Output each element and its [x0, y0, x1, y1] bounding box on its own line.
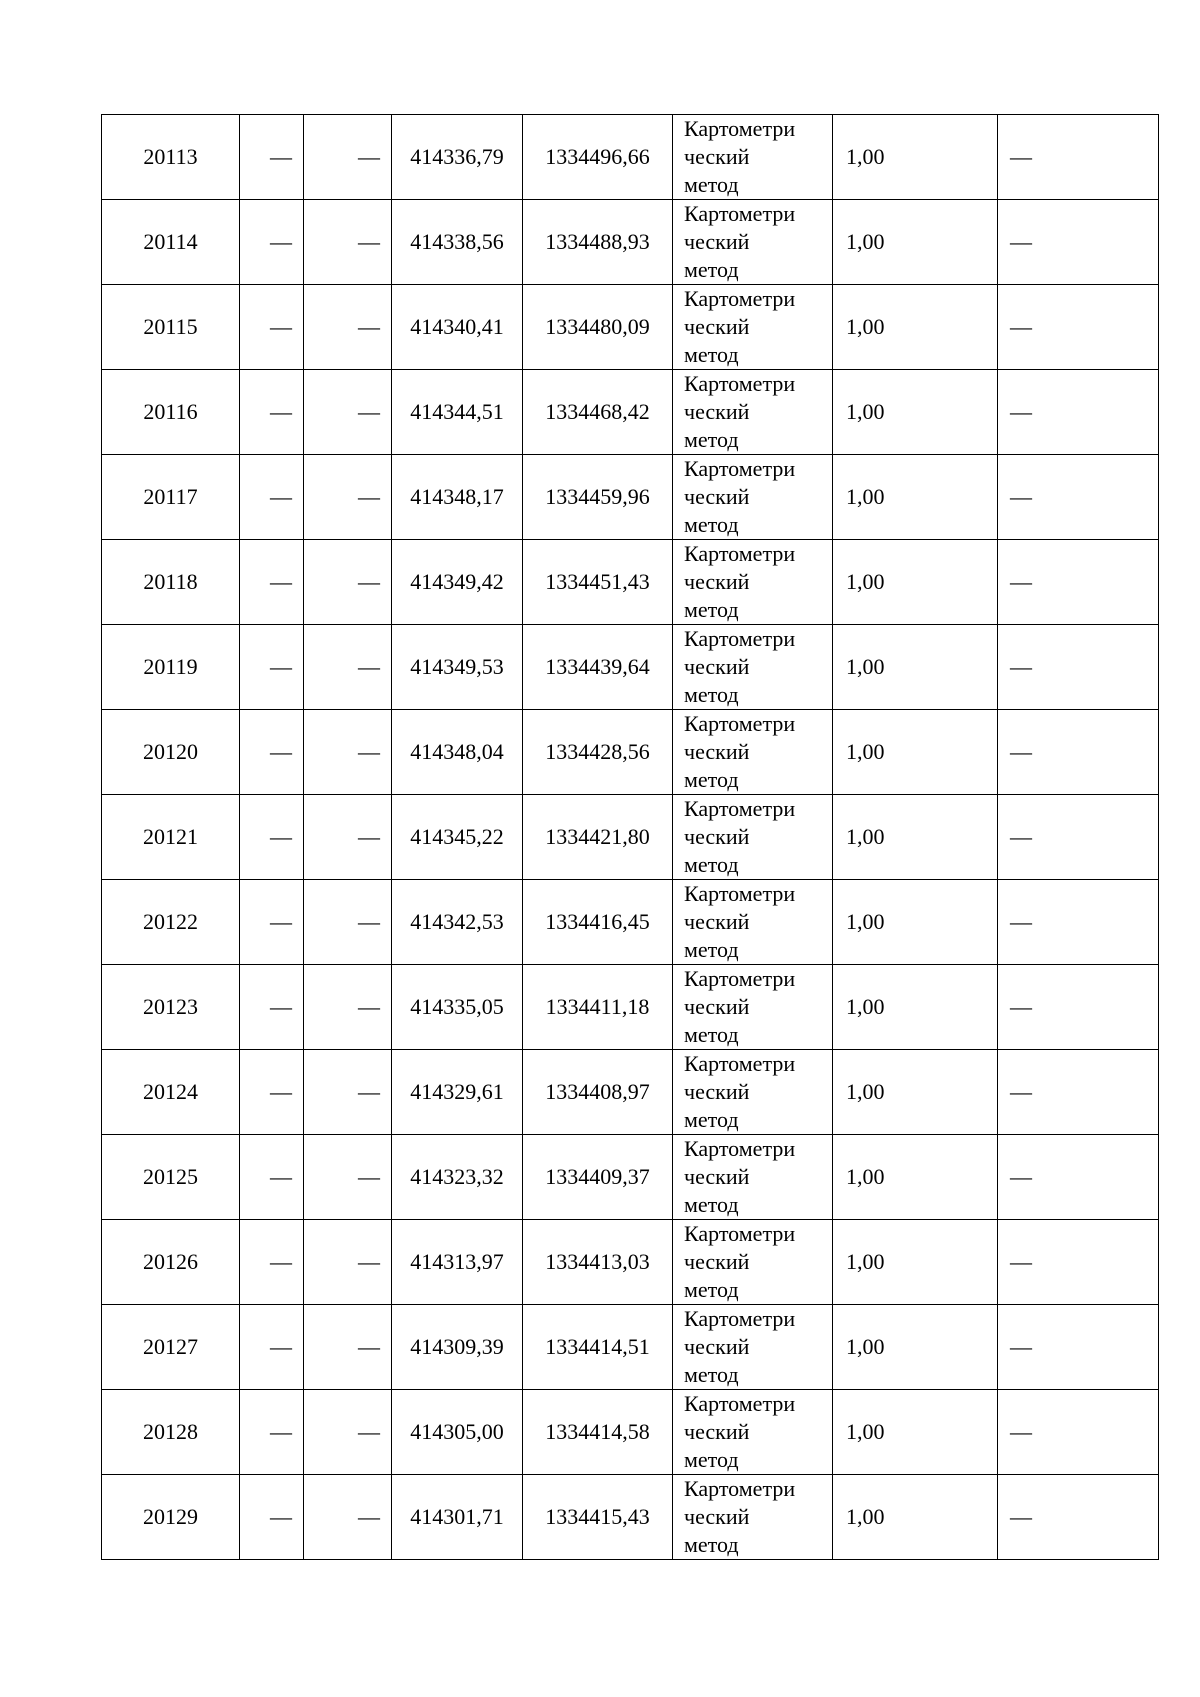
method-cell	[673, 1475, 833, 1560]
method-line: ческий	[684, 569, 750, 594]
x-coordinate-cell: 414313,97	[392, 1220, 523, 1305]
empty-value-cell: —	[304, 1135, 392, 1220]
method-line: Картометри	[684, 881, 796, 906]
empty-value-cell: —	[998, 370, 1159, 455]
method-line: метод	[684, 172, 739, 197]
method-line: метод	[684, 937, 739, 962]
method-line: метод	[684, 427, 739, 452]
accuracy-cell: 1,00	[833, 370, 998, 455]
empty-value-cell: —	[998, 115, 1159, 200]
method-cell	[673, 1050, 833, 1135]
method-line: Картометри	[684, 286, 796, 311]
method-cell	[673, 540, 833, 625]
y-coordinate-cell: 1334414,51	[523, 1305, 673, 1390]
method-line: метод	[684, 342, 739, 367]
empty-value-cell: —	[998, 455, 1159, 540]
table-row	[102, 370, 1159, 455]
point-number-cell: 20127	[102, 1305, 240, 1390]
accuracy-cell: 1,00	[833, 965, 998, 1050]
empty-value-cell: —	[240, 795, 304, 880]
method-cell	[673, 965, 833, 1050]
empty-value-cell: —	[998, 1220, 1159, 1305]
table-row	[102, 1135, 1159, 1220]
empty-value-cell: —	[304, 370, 392, 455]
empty-value-cell: —	[240, 115, 304, 200]
y-coordinate-cell: 1334411,18	[523, 965, 673, 1050]
method-cell	[673, 115, 833, 200]
empty-value-cell: —	[304, 1475, 392, 1560]
method-cell	[673, 880, 833, 965]
method-line: ческий	[684, 1249, 750, 1274]
empty-value-cell: —	[998, 795, 1159, 880]
y-coordinate-cell: 1334451,43	[523, 540, 673, 625]
empty-value-cell: —	[304, 625, 392, 710]
empty-value-cell: —	[998, 710, 1159, 795]
empty-value-cell: —	[998, 1475, 1159, 1560]
y-coordinate-cell: 1334414,58	[523, 1390, 673, 1475]
empty-value-cell: —	[998, 1305, 1159, 1390]
method-cell	[673, 795, 833, 880]
method-cell	[673, 1390, 833, 1475]
accuracy-cell: 1,00	[833, 1305, 998, 1390]
empty-value-cell: —	[304, 880, 392, 965]
method-line: ческий	[684, 314, 750, 339]
empty-value-cell: —	[304, 795, 392, 880]
method-line: Картометри	[684, 1051, 796, 1076]
table-row	[102, 1390, 1159, 1475]
x-coordinate-cell: 414340,41	[392, 285, 523, 370]
empty-value-cell: —	[998, 285, 1159, 370]
empty-value-cell: —	[998, 880, 1159, 965]
table-row	[102, 285, 1159, 370]
method-cell	[673, 1220, 833, 1305]
method-line: Картометри	[684, 371, 796, 396]
table-row	[102, 710, 1159, 795]
x-coordinate-cell: 414335,05	[392, 965, 523, 1050]
method-line: ческий	[684, 1334, 750, 1359]
empty-value-cell: —	[998, 200, 1159, 285]
point-number-cell: 20118	[102, 540, 240, 625]
y-coordinate-cell: 1334421,80	[523, 795, 673, 880]
accuracy-cell: 1,00	[833, 540, 998, 625]
x-coordinate-cell: 414345,22	[392, 795, 523, 880]
method-cell	[673, 710, 833, 795]
method-line: Картометри	[684, 966, 796, 991]
x-coordinate-cell: 414349,42	[392, 540, 523, 625]
method-line: ческий	[684, 1419, 750, 1444]
accuracy-cell: 1,00	[833, 1050, 998, 1135]
empty-value-cell: —	[998, 965, 1159, 1050]
empty-value-cell: —	[240, 880, 304, 965]
method-line: Картометри	[684, 1306, 796, 1331]
method-line: ческий	[684, 654, 750, 679]
x-coordinate-cell: 414301,71	[392, 1475, 523, 1560]
x-coordinate-cell: 414309,39	[392, 1305, 523, 1390]
method-line: метод	[684, 1192, 739, 1217]
empty-value-cell: —	[304, 1305, 392, 1390]
method-line: Картометри	[684, 1391, 796, 1416]
x-coordinate-cell: 414348,04	[392, 710, 523, 795]
table-row	[102, 795, 1159, 880]
y-coordinate-cell: 1334408,97	[523, 1050, 673, 1135]
point-number-cell: 20121	[102, 795, 240, 880]
accuracy-cell: 1,00	[833, 285, 998, 370]
table-row	[102, 965, 1159, 1050]
empty-value-cell: —	[998, 625, 1159, 710]
method-line: метод	[684, 1447, 739, 1472]
method-line: метод	[684, 257, 739, 282]
accuracy-cell: 1,00	[833, 625, 998, 710]
empty-value-cell: —	[240, 1220, 304, 1305]
point-number-cell: 20116	[102, 370, 240, 455]
method-line: Картометри	[684, 541, 796, 566]
table-row	[102, 455, 1159, 540]
accuracy-cell: 1,00	[833, 115, 998, 200]
method-line: Картометри	[684, 626, 796, 651]
table-row	[102, 625, 1159, 710]
method-line: метод	[684, 1277, 739, 1302]
point-number-cell: 20115	[102, 285, 240, 370]
x-coordinate-cell: 414336,79	[392, 115, 523, 200]
point-number-cell: 20126	[102, 1220, 240, 1305]
method-line: ческий	[684, 399, 750, 424]
table-row	[102, 115, 1159, 200]
method-cell	[673, 285, 833, 370]
x-coordinate-cell: 414305,00	[392, 1390, 523, 1475]
empty-value-cell: —	[240, 370, 304, 455]
accuracy-cell: 1,00	[833, 200, 998, 285]
table-row	[102, 1305, 1159, 1390]
x-coordinate-cell: 414349,53	[392, 625, 523, 710]
accuracy-cell: 1,00	[833, 455, 998, 540]
method-cell	[673, 1305, 833, 1390]
method-line: ческий	[684, 1504, 750, 1529]
point-number-cell: 20117	[102, 455, 240, 540]
accuracy-cell: 1,00	[833, 1220, 998, 1305]
point-number-cell: 20125	[102, 1135, 240, 1220]
method-line: метод	[684, 767, 739, 792]
empty-value-cell: —	[240, 710, 304, 795]
accuracy-cell: 1,00	[833, 795, 998, 880]
method-line: ческий	[684, 994, 750, 1019]
method-cell	[673, 1135, 833, 1220]
y-coordinate-cell: 1334459,96	[523, 455, 673, 540]
method-line: метод	[684, 1532, 739, 1557]
empty-value-cell: —	[304, 1220, 392, 1305]
method-line: Картометри	[684, 1136, 796, 1161]
y-coordinate-cell: 1334480,09	[523, 285, 673, 370]
point-number-cell: 20128	[102, 1390, 240, 1475]
method-line: ческий	[684, 739, 750, 764]
method-cell	[673, 370, 833, 455]
method-line: Картометри	[684, 1221, 796, 1246]
empty-value-cell: —	[240, 1475, 304, 1560]
point-number-cell: 20114	[102, 200, 240, 285]
method-cell	[673, 200, 833, 285]
point-number-cell: 20122	[102, 880, 240, 965]
table-row	[102, 1220, 1159, 1305]
method-line: метод	[684, 512, 739, 537]
method-line: метод	[684, 852, 739, 877]
y-coordinate-cell: 1334468,42	[523, 370, 673, 455]
empty-value-cell: —	[240, 200, 304, 285]
x-coordinate-cell: 414338,56	[392, 200, 523, 285]
method-line: ческий	[684, 824, 750, 849]
point-number-cell: 20119	[102, 625, 240, 710]
method-line: Картометри	[684, 1476, 796, 1501]
empty-value-cell: —	[998, 540, 1159, 625]
method-line: Картометри	[684, 201, 796, 226]
x-coordinate-cell: 414348,17	[392, 455, 523, 540]
accuracy-cell: 1,00	[833, 880, 998, 965]
method-line: ческий	[684, 144, 750, 169]
point-number-cell: 20123	[102, 965, 240, 1050]
method-cell	[673, 455, 833, 540]
accuracy-cell: 1,00	[833, 710, 998, 795]
table-row	[102, 1475, 1159, 1560]
accuracy-cell: 1,00	[833, 1475, 998, 1560]
empty-value-cell: —	[240, 625, 304, 710]
x-coordinate-cell: 414342,53	[392, 880, 523, 965]
method-line: Картометри	[684, 711, 796, 736]
method-line: метод	[684, 682, 739, 707]
y-coordinate-cell: 1334488,93	[523, 200, 673, 285]
y-coordinate-cell: 1334415,43	[523, 1475, 673, 1560]
accuracy-cell: 1,00	[833, 1135, 998, 1220]
point-number-cell: 20113	[102, 115, 240, 200]
empty-value-cell: —	[240, 1390, 304, 1475]
table-row	[102, 1050, 1159, 1135]
method-line: метод	[684, 1022, 739, 1047]
accuracy-cell: 1,00	[833, 1390, 998, 1475]
empty-value-cell: —	[240, 455, 304, 540]
x-coordinate-cell: 414329,61	[392, 1050, 523, 1135]
y-coordinate-cell: 1334409,37	[523, 1135, 673, 1220]
empty-value-cell: —	[304, 710, 392, 795]
empty-value-cell: —	[240, 1135, 304, 1220]
method-line: метод	[684, 1362, 739, 1387]
method-line: Картометри	[684, 116, 796, 141]
method-line: метод	[684, 597, 739, 622]
method-line: ческий	[684, 229, 750, 254]
y-coordinate-cell: 1334428,56	[523, 710, 673, 795]
y-coordinate-cell: 1334439,64	[523, 625, 673, 710]
empty-value-cell: —	[304, 965, 392, 1050]
point-number-cell: 20124	[102, 1050, 240, 1135]
y-coordinate-cell: 1334416,45	[523, 880, 673, 965]
method-line: Картометри	[684, 456, 796, 481]
coordinates-table-body	[102, 115, 1159, 1560]
method-line: ческий	[684, 1079, 750, 1104]
empty-value-cell: —	[998, 1050, 1159, 1135]
method-line: Картометри	[684, 796, 796, 821]
empty-value-cell: —	[998, 1135, 1159, 1220]
empty-value-cell: —	[304, 200, 392, 285]
y-coordinate-cell: 1334496,66	[523, 115, 673, 200]
empty-value-cell: —	[304, 1050, 392, 1135]
empty-value-cell: —	[240, 285, 304, 370]
method-line: ческий	[684, 909, 750, 934]
y-coordinate-cell: 1334413,03	[523, 1220, 673, 1305]
point-number-cell: 20129	[102, 1475, 240, 1560]
empty-value-cell: —	[304, 285, 392, 370]
empty-value-cell: —	[240, 1305, 304, 1390]
x-coordinate-cell: 414323,32	[392, 1135, 523, 1220]
empty-value-cell: —	[304, 1390, 392, 1475]
empty-value-cell: —	[240, 1050, 304, 1135]
method-line: ческий	[684, 484, 750, 509]
empty-value-cell: —	[304, 455, 392, 540]
table-row	[102, 540, 1159, 625]
x-coordinate-cell: 414344,51	[392, 370, 523, 455]
empty-value-cell: —	[240, 540, 304, 625]
point-number-cell: 20120	[102, 710, 240, 795]
empty-value-cell: —	[304, 115, 392, 200]
method-line: метод	[684, 1107, 739, 1132]
empty-value-cell: —	[998, 1390, 1159, 1475]
empty-value-cell: —	[304, 540, 392, 625]
method-cell	[673, 625, 833, 710]
method-line: ческий	[684, 1164, 750, 1189]
coordinates-table	[101, 114, 1159, 1560]
empty-value-cell: —	[240, 965, 304, 1050]
table-row	[102, 200, 1159, 285]
table-row	[102, 880, 1159, 965]
